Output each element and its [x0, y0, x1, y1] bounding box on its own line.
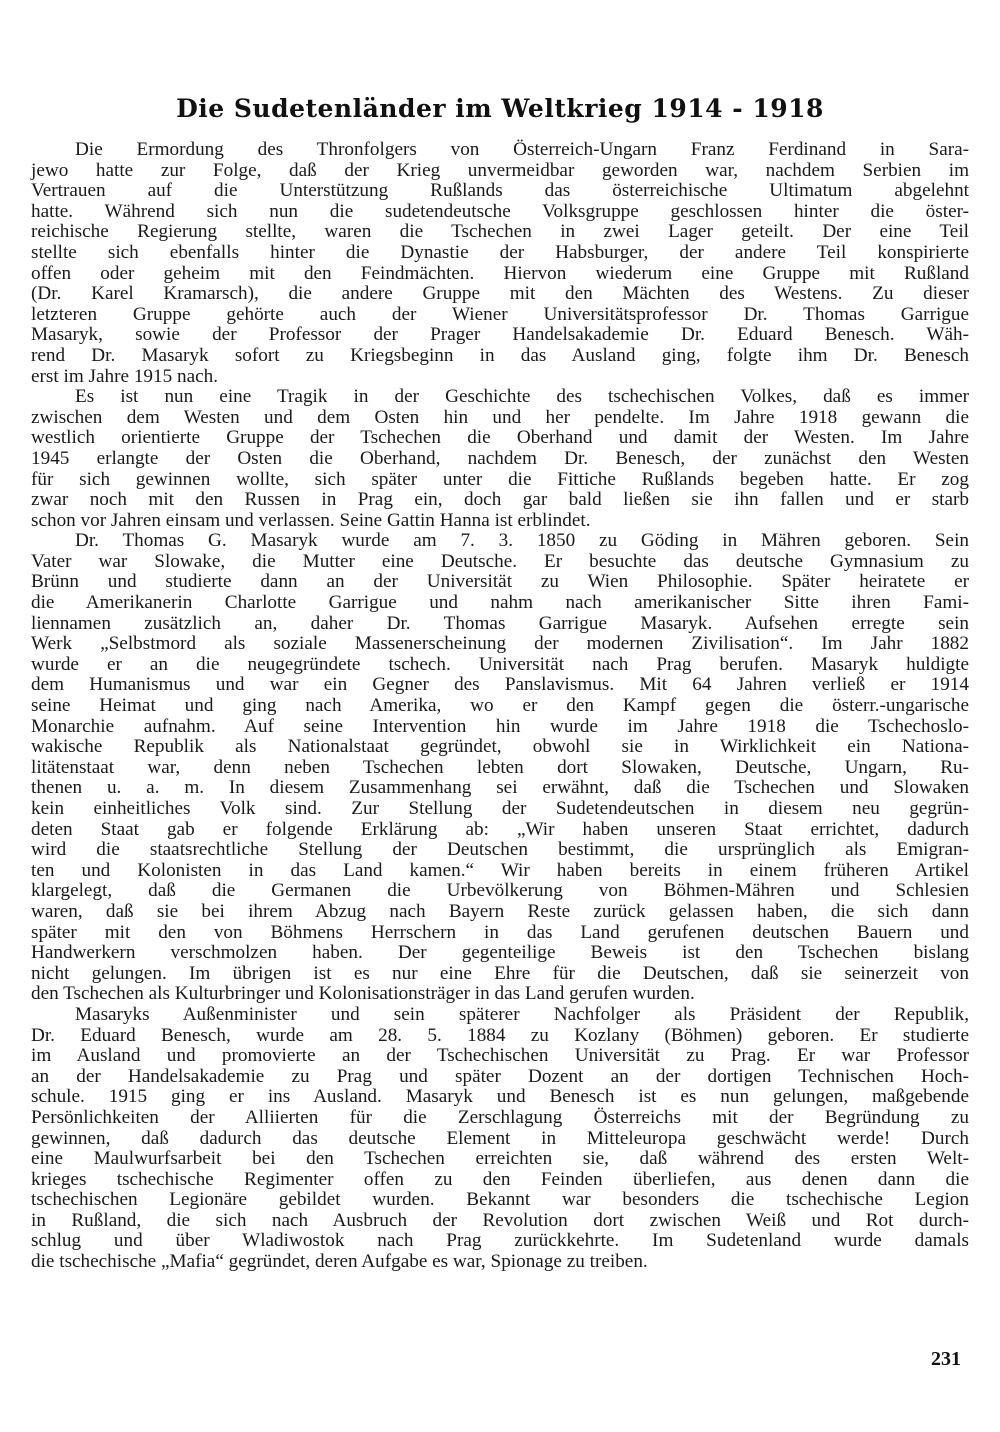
text-line: litätenstaat war, denn neben Tschechen lebten dort Slowaken, Deutsche, Ungarn, Ru-: [31, 756, 969, 778]
text-line: seine Heimat und ging nach Amerika, wo er den Kampf gegen die österr.-ungarische: [31, 695, 969, 717]
page-title: Die Sudetenländer im Weltkrieg 1914 - 1918: [176, 94, 824, 123]
text-line: den Tschechen als Kulturbringer und Kolonisationsträger in das Land gerufen wurden.: [31, 983, 695, 1005]
text-line: Vater war Slowake, die Mutter eine Deutsche. Er besuchte das deutsche Gymnasium zu: [31, 550, 969, 572]
text-line: Die Ermordung des Thronfolgers von Österreich-Ungarn Franz Ferdinand in Sara-: [75, 139, 969, 160]
text-line: wakische Republik als Nationalstaat gegründet, obwohl sie in Wirklichkeit ein Nationa-: [31, 736, 969, 758]
text-line: Vertrauen auf die Unterstützung Rußlands das österreichische Ultimatum abgelehnt: [31, 180, 969, 202]
text-line: Handwerkern verschmolzen haben. Der gegenteilige Beweis ist den Tschechen bislang: [31, 942, 969, 964]
text-line: deten Staat gab er folgende Erklärung ab: „Wir haben unseren Staat errichtet, dadurch: [31, 818, 969, 840]
text-line: krieges tschechische Regimenter offen zu den Feinden überliefen, aus denen dann die: [31, 1168, 969, 1190]
text-line: Es ist nun eine Tragik in der Geschichte des tschechischen Volkes, daß es immer: [75, 386, 969, 408]
text-line: gewinnen, daß dadurch das deutsche Element in Mitteleuropa geschwächt werde! Durch: [31, 1127, 969, 1149]
text-line: nicht gelungen. Im übrigen ist es nur eine Ehre für die Deutschen, daß sie seinerzeit von: [31, 962, 969, 984]
text-line: waren, daß sie bei ihrem Abzug nach Bayern Reste zurück gelassen haben, die sich dann: [31, 900, 969, 922]
text-line: Brünn und studierte dann an der Universität zu Wien Philosophie. Später heiratete er: [31, 571, 969, 593]
text-line: Dr. Thomas G. Masaryk wurde am 7. 3. 1850 zu Göding in Mähren geboren. Sein: [75, 530, 969, 552]
text-line: letzteren Gruppe gehörte auch der Wiener Universitätsprofessor Dr. Thomas Garrigue: [31, 303, 969, 325]
text-line: dem Humanismus und war ein Gegner des Panslavismus. Mit 64 Jahren verließ er 1914: [31, 674, 969, 696]
text-line: kein einheitliches Volk sind. Zur Stellung der Sudetendeutschen in diesem neu gegrün-: [31, 798, 969, 819]
text-line: für sich gewinnen wollte, sich später unter die Fittiche Rußlands begeben hatte. Er zog: [31, 468, 969, 490]
text-line: eine Maulwurfsarbeit bei den Tschechen erreichten sie, daß während des ersten Welt-: [31, 1148, 969, 1170]
text-line: wird die staatsrechtliche Stellung der Deutschen bestimmt, die ursprünglich als Emigran-: [31, 839, 969, 861]
text-line: Masaryks Außenminister und sein späterer Nachfolger als Präsident der Republik,: [75, 1003, 969, 1025]
paragraph: [31, 387, 969, 531]
text-line: klargelegt, daß die Germanen die Urbevölkerung von Böhmen-Mähren und Schlesien: [31, 880, 969, 902]
page-number: 231: [931, 1348, 961, 1370]
text-line: erst im Jahre 1915 nach.: [31, 365, 219, 387]
text-line: rend Dr. Masaryk sofort zu Kriegsbeginn in das Ausland ging, folgte ihm Dr. Benesch: [31, 344, 969, 366]
text-line: (Dr. Karel Kramarsch), die andere Gruppe mit den Mächten des Westens. Zu dieser: [31, 283, 969, 305]
text-line: 1945 erlangte der Osten die Oberhand, nachdem Dr. Benesch, der zunächst den Westen: [31, 447, 969, 469]
text-line: zwischen dem Westen und dem Osten hin und her pendelte. Im Jahre 1918 gewann die: [31, 406, 969, 428]
text-line: die tschechische „Mafia“ gegründet, deren Aufgabe es war, Spionage zu treiben.: [31, 1251, 648, 1273]
text-line: schule. 1915 ging er ins Ausland. Masaryk und Benesch ist es nun gelungen, maßgebende: [31, 1086, 969, 1108]
text-line: schon vor Jahren einsam und verlassen. Seine Gattin Hanna ist erblindet.: [31, 509, 591, 531]
text-line: tschechischen Legionäre gebildet wurden. Bekannt war besonders die tschechische Legion: [31, 1189, 969, 1211]
text-line: in Rußland, die sich nach Ausbruch der Revolution dort zwischen Weiß und Rot durch-: [31, 1209, 969, 1231]
text-line: die Amerikanerin Charlotte Garrigue und nahm nach amerikanischer Sitte ihren Fami-: [31, 592, 969, 614]
text-line: jewo hatte zur Folge, daß der Krieg unvermeidbar geworden war, nachdem Serbien im: [31, 159, 969, 181]
article-body: [31, 140, 969, 1273]
text-line: im Ausland und promovierte an der Tschechischen Universität zu Prag. Er war Professor: [31, 1045, 969, 1067]
text-line: wurde er an die neugegründete tschech. Universität nach Prag berufen. Masaryk huldigte: [31, 653, 969, 675]
text-line: zwar noch mit den Russen in Prag ein, doch gar bald ließen sie ihn fallen und er starb: [31, 489, 969, 511]
paragraph: [31, 140, 969, 387]
text-line: Dr. Eduard Benesch, wurde am 28. 5. 1884 zu Kozlany (Böhmen) geboren. Er studierte: [31, 1024, 969, 1046]
text-line: Monarchie aufnahm. Auf seine Intervention hin wurde im Jahre 1918 die Tschechoslo-: [31, 715, 969, 737]
text-line: Werk „Selbstmord als soziale Massenerscheinung der modernen Zivilisation“. Im Jahr 1882: [31, 633, 969, 655]
text-line: Masaryk, sowie der Professor der Prager Handelsakademie Dr. Eduard Benesch. Wäh-: [31, 324, 969, 346]
text-line: liennamen zusätzlich an, daher Dr. Thomas Garrigue Masaryk. Aufsehen erregte sein: [31, 612, 969, 634]
text-line: Persönlichkeiten der Alliierten für die Zerschlagung Österreichs mit der Begründung zu: [31, 1106, 969, 1128]
paragraph: [31, 531, 969, 1005]
text-line: ten und Kolonisten in das Land kamen.“ Wir haben bereits in einem früheren Artikel: [31, 859, 969, 881]
text-line: offen oder geheim mit den Feindmächten. Hiervon wiederum eine Gruppe mit Rußland: [31, 262, 969, 284]
text-line: an der Handelsakademie zu Prag und später Dozent an der dortigen Technischen Hoch-: [31, 1065, 969, 1087]
text-line: später mit den von Böhmens Herrschern in das Land gerufenen deutschen Bauern und: [31, 921, 969, 943]
text-line: thenen u. a. m. In diesem Zusammenhang sei erwähnt, daß die Tschechen und Slowaken: [31, 777, 969, 799]
text-line: hatte. Während sich nun die sudetendeutsche Volksgruppe geschlossen hinter die öster-: [31, 200, 969, 222]
text-line: westlich orientierte Gruppe der Tschechen die Oberhand und damit der Westen. Im Jahre: [31, 427, 969, 449]
text-line: schlug und über Wladiwostok nach Prag zurückkehrte. Im Sudetenland wurde damals: [31, 1230, 969, 1252]
text-line: reichische Regierung stellte, waren die Tschechen in zwei Lager geteilt. Der eine Teil: [31, 221, 969, 243]
paragraph: [31, 1005, 969, 1273]
text-line: stellte sich ebenfalls hinter die Dynastie der Habsburger, der andere Teil konspirierte: [31, 241, 969, 263]
